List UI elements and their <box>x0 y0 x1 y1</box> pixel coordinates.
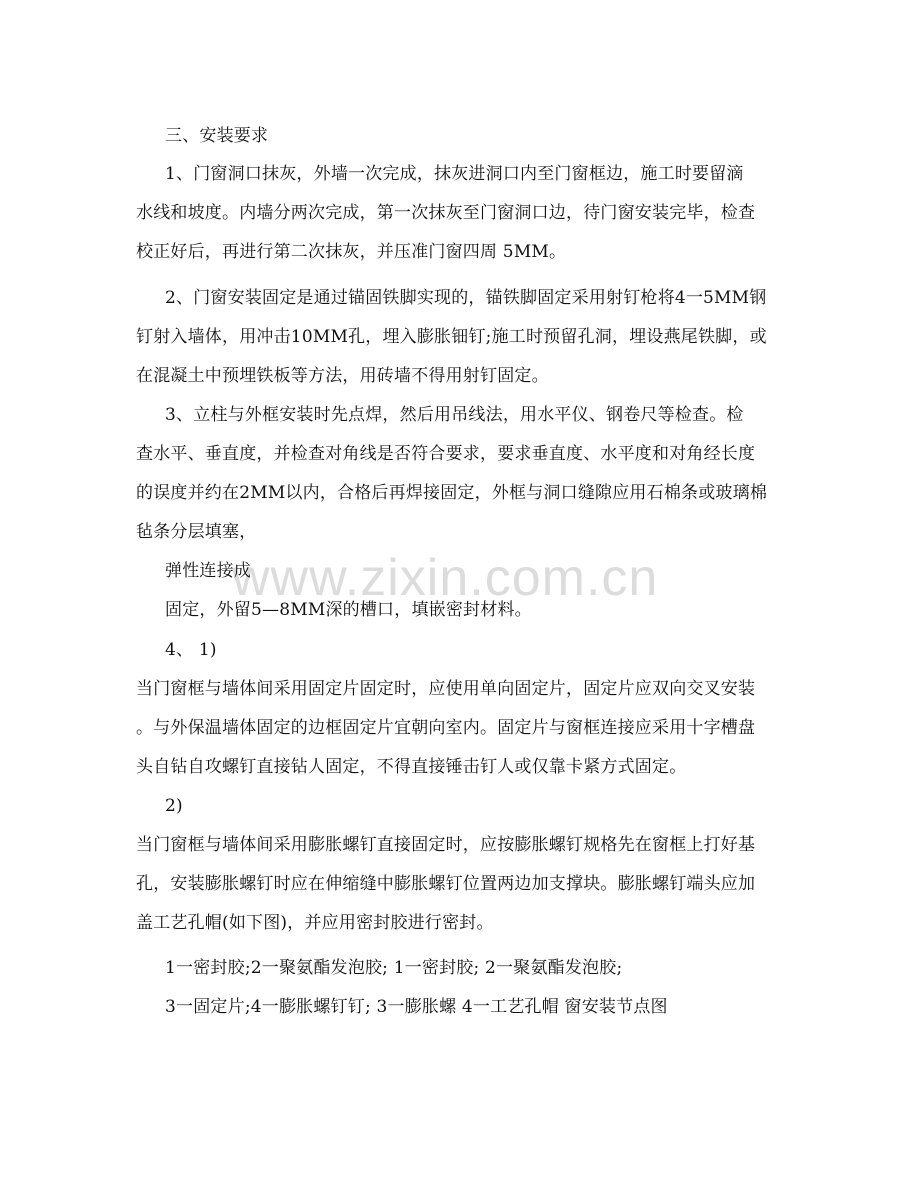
list-marker: 4、 1) <box>165 640 217 660</box>
paragraph-line: 3、立柱与外框安装时先点焊，然后用吊线法，用水平仪、钢卷尺等检查。检 <box>165 405 744 425</box>
paragraph-line: 1、门窗洞口抹灰，外墙一次完成，抹灰进洞口内至门窗框边，施工时要留滴 <box>165 164 744 184</box>
paragraph-line: 。与外保温墙体固定的边框固定片宜朝向室内。固定片与窗框连接应采用十字槽盘 <box>136 718 756 738</box>
list-marker: 2) <box>165 796 183 816</box>
paragraph-line: 2、门窗安装固定是通过锚固铁脚实现的，锚铁脚固定采用射钉枪将4一5MM钢 <box>165 288 767 308</box>
paragraph-line: 当门窗框与墙体间采用膨胀螺钉直接固定时，应按膨胀螺钉规格先在窗框上打好基 <box>136 835 756 855</box>
paragraph-line: 固定，外留5—8MM深的槽口，填嵌密封材料。 <box>165 600 532 620</box>
paragraph-line: 头自钻自攻螺钉直接钻人固定，不得直接锤击钉人或仅靠卡紧方式固定。 <box>136 757 687 777</box>
paragraph-line: 孔，安装膨胀螺钉时应在伸缩缝中膨胀螺钉位置两边加支撑块。膨胀螺钉端头应加 <box>136 874 756 894</box>
paragraph-line: 钉射入墙体，用冲击10MM孔，埋入膨胀钿钉;施工时预留孔洞，埋设燕尾铁脚，或 <box>136 327 767 347</box>
paragraph-line: 盖工艺孔帽(如下图)，并应用密封胶进行密封。 <box>136 913 494 933</box>
paragraph-line: 水线和坡度。内墙分两次完成，第一次抹灰至门窗洞口边，待门窗安装完毕，检查 <box>136 203 756 223</box>
paragraph-line: 弹性连接成 <box>165 561 251 581</box>
paragraph-line: 在混凝土中预埋铁板等方法，用砖墙不得用射钉固定。 <box>136 366 549 386</box>
paragraph-line: 校正好后，再进行第二次抹灰，并压准门窗四周 5MM。 <box>136 242 567 262</box>
paragraph-line: 查水平、垂直度，并检查对角线是否符合要求，要求垂直度、水平度和对角经长度 <box>136 444 756 464</box>
section-heading: 三、安装要求 <box>165 126 269 146</box>
paragraph-line: 毡条分层填塞， <box>136 522 257 542</box>
paragraph-line: 当门窗框与墙体间采用固定片固定时，应使用单向固定片，固定片应双向交叉安装 <box>136 679 756 699</box>
watermark: www.zixin.com.cn <box>232 549 659 607</box>
legend-line: 1一密封胶;2一聚氨酯发泡胶; 1一密封胶; 2一聚氨酯发泡胶; <box>165 958 623 978</box>
legend-line: 3一固定片;4一膨胀螺钉钉; 3一膨胀螺 4一工艺孔帽 窗安装节点图 <box>165 997 668 1017</box>
paragraph-line: 的误度并约在2MM以内，合格后再焊接固定，外框与洞口缝隙应用石棉条或玻璃棉 <box>136 483 768 503</box>
